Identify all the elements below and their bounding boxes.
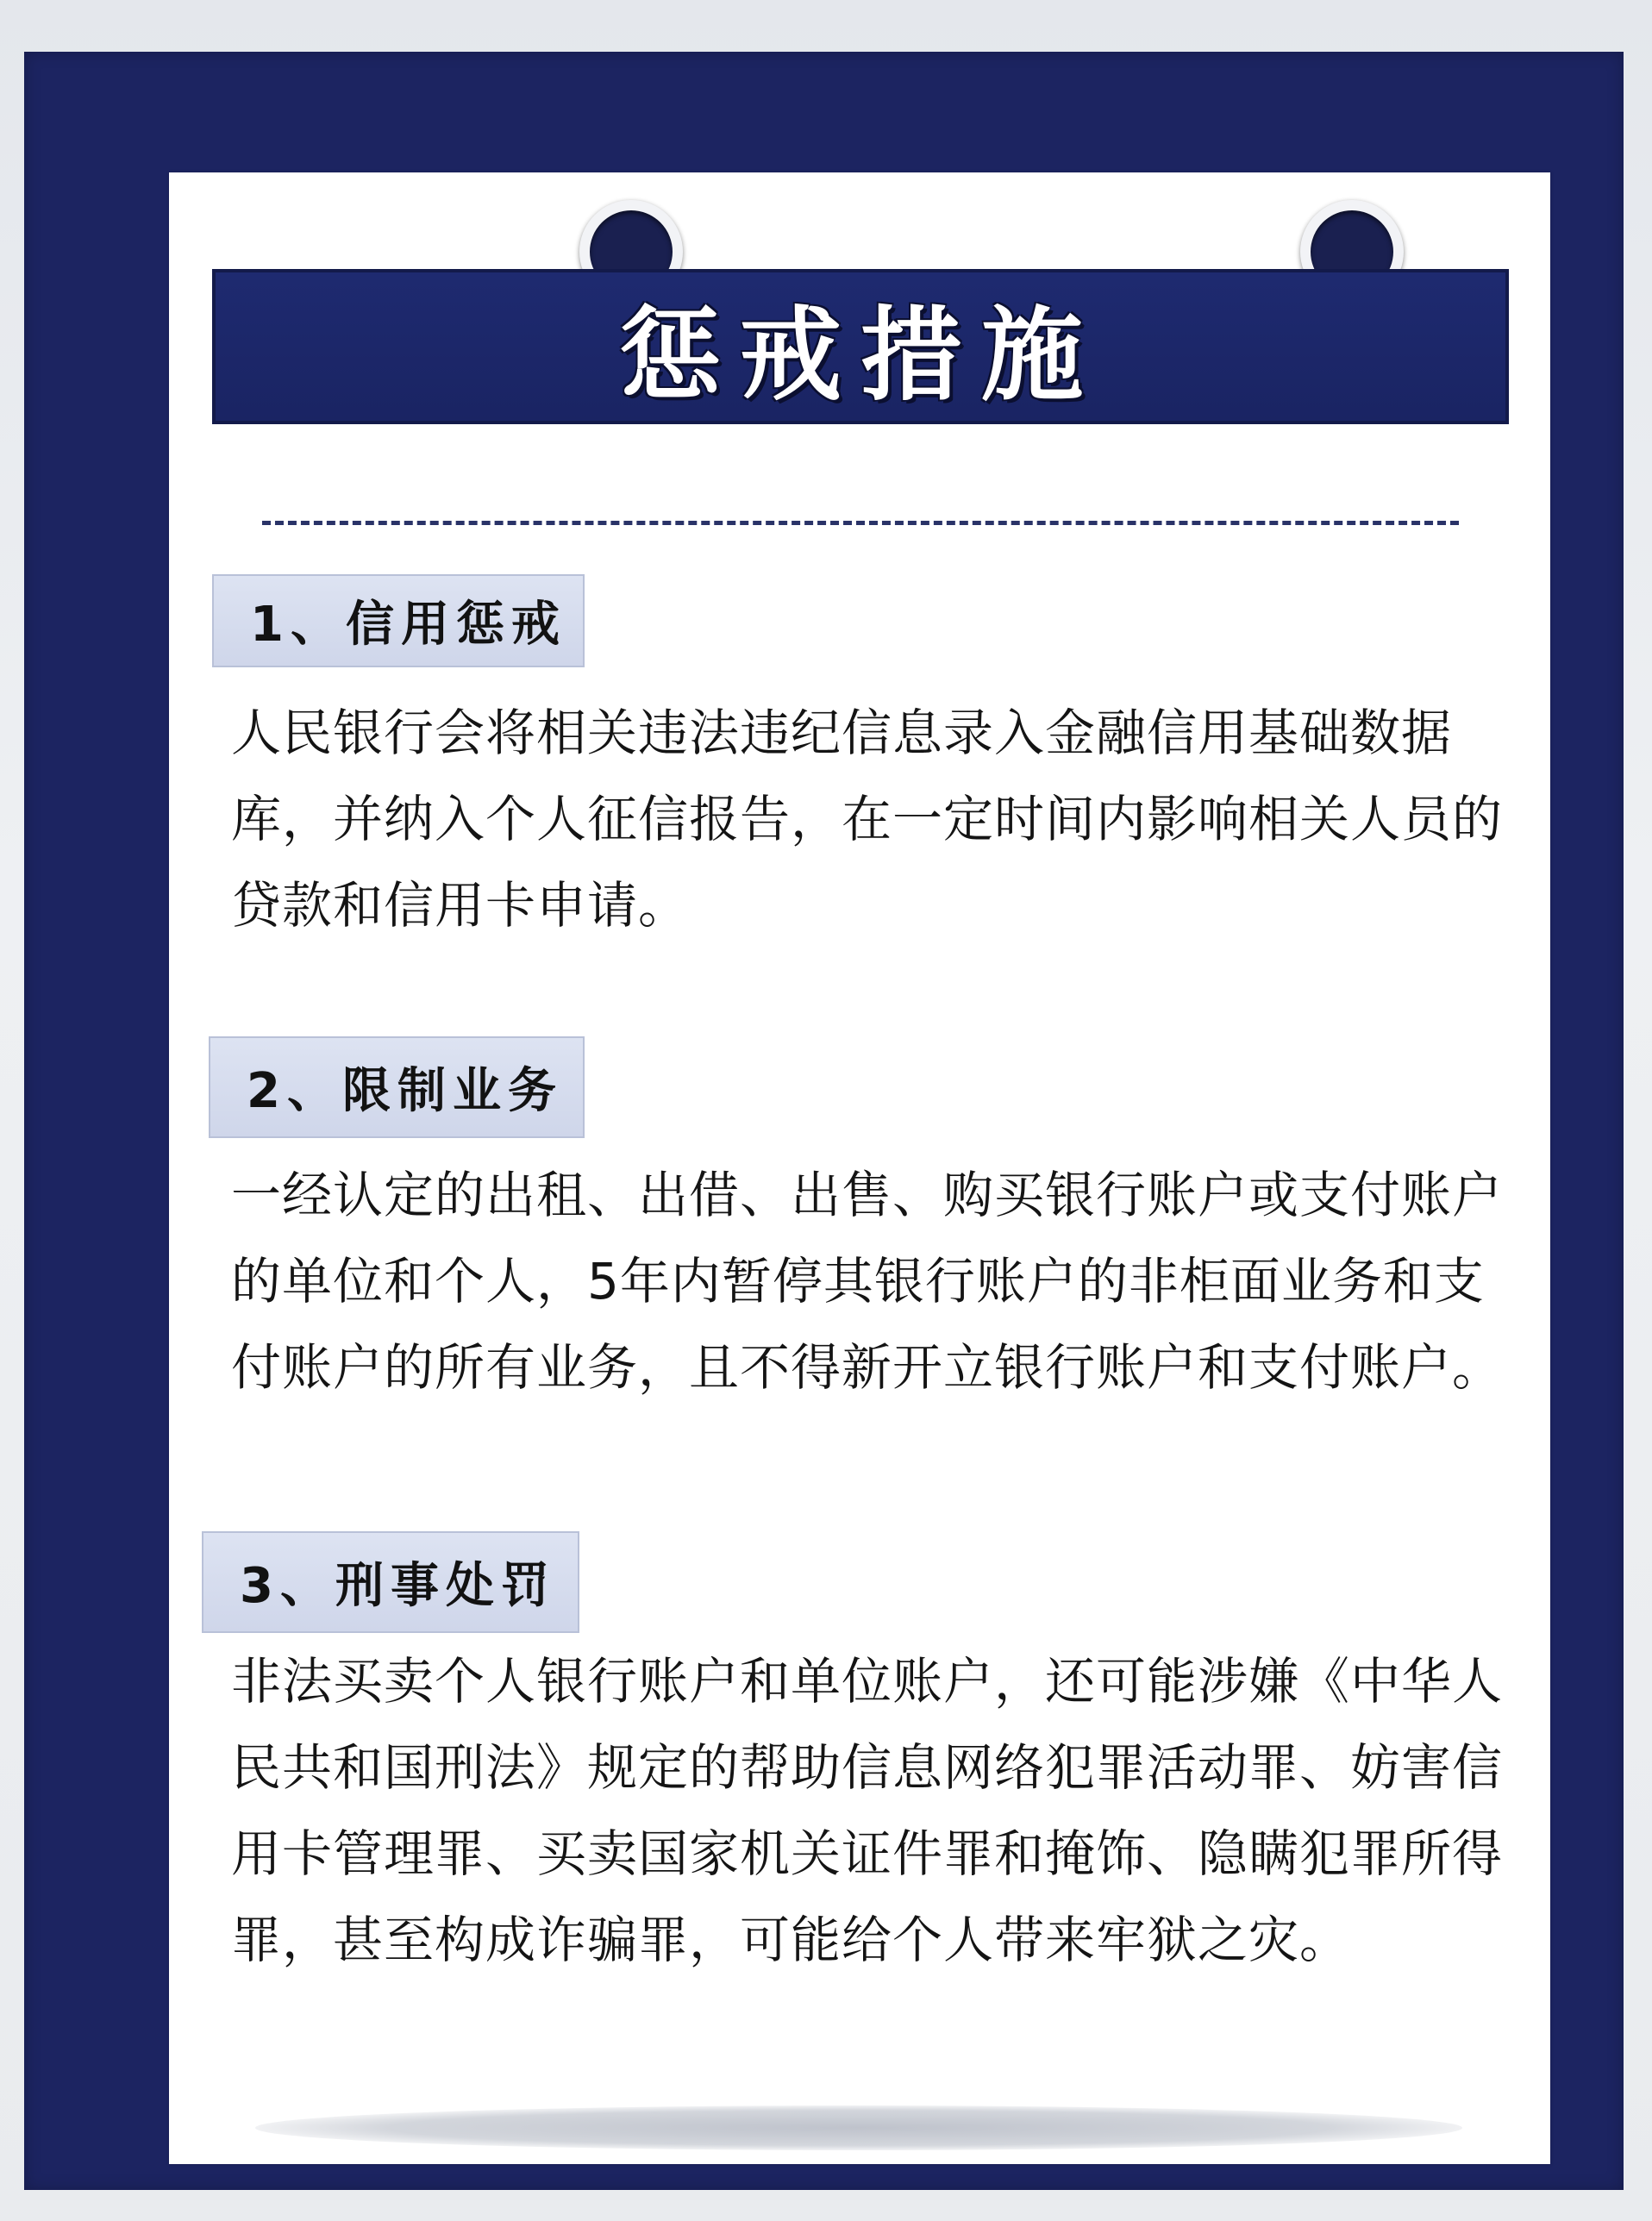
paper-bottom-shadow xyxy=(255,2105,1462,2150)
section-heading-credit: 1、信用惩戒 xyxy=(212,574,585,667)
dashed-divider xyxy=(262,521,1459,525)
section-body-criminal: 非法买卖个人银行账户和单位账户，还可能涉嫌《中华人民共和国刑法》规定的帮助信息网络犯罪活动罪、妨害信用卡管理罪、买卖国家机关证件罪和掩饰、隐瞒犯罪所得罪，甚至构成诈骗罪，可能给个人带来牢狱之灾。 xyxy=(231,1652,1504,1969)
title-banner xyxy=(212,269,1509,424)
page-title: 惩戒措施 xyxy=(618,296,1102,415)
section-heading-criminal: 3、刑事处罚 xyxy=(202,1531,579,1633)
poster-frame xyxy=(24,52,1624,2190)
section-body-restriction: 一经认定的出租、出借、出售、购买银行账户或支付账户的单位和个人，5年内暂停其银行账户的非柜面业务和支付账户的所有业务，且不得新开立银行账户和支付账户。 xyxy=(231,1166,1504,1397)
section-body-credit: 人民银行会将相关违法违纪信息录入金融信用基础数据库，并纳入个人征信报告，在一定时间内影响相关人员的贷款和信用卡申请。 xyxy=(231,704,1504,935)
section-heading-restriction: 2、限制业务 xyxy=(209,1036,585,1138)
poster-paper xyxy=(169,172,1550,2164)
